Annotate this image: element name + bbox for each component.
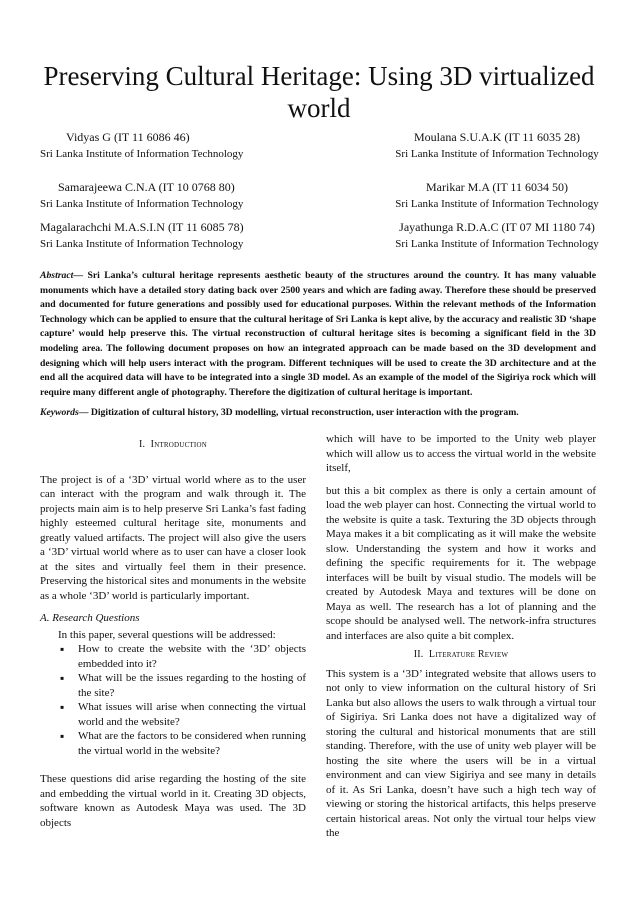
author-block-5 — [40, 220, 280, 251]
author-institution: Sri Lanka Institute of Information Technology — [40, 148, 244, 160]
author-name: Moulana S.U.A.K (IT 11 6035 28) — [414, 130, 580, 144]
section-heading-literature-review — [326, 648, 596, 663]
intro-paragraph-2: These questions did arise regarding the hosting of the site and embedding the virtual world in it. Creating 3D objects, software known as Autodesk Maya was used. The 3D objects — [40, 773, 306, 829]
author-name: Samarajeewa C.N.A (IT 10 0768 80) — [58, 180, 235, 194]
list-item: ▪ How to create the website with the ‘3D’ objects embedded into it? — [64, 642, 306, 671]
literature-paragraph-1: This system is a ‘3D’ integrated website that allows users to not only to view information on the cultural history of Sri Lanka but also allows the users to walk through a virtual tour of Sigiriya. Sri Lanka does not have a digitalized way of storing the cultural and historical monuments that are still standing. Therefore, with the use of unity web player will be hosting the site where the users will be in a virtual environment and can view Sigiriya and see many in details of it. As Sri Lanka, doesn’t have such a high tech way of viewing or storing the historical artifacts, this helps preserve certain historical areas. Not only the virtual tour helps view the — [326, 667, 596, 839]
right-paragraph-1: which will have to be imported to the Unity web player which will allow us to access the virtual world in the website itself, — [326, 433, 596, 474]
author-block-4 — [392, 180, 602, 211]
questions-intro: In this paper, several questions will be addressed: — [58, 628, 276, 641]
keywords-separator: — — [78, 407, 91, 418]
keywords-label: Keywords — [40, 407, 79, 418]
abstract-text: Sri Lanka’s cultural heritage represents aesthetic beauty of the structures around the country. It has many valuable monuments which have a detailed story dating back over 2500 years and which are fading away. Therefore these should be preserved and documented for future generations and possibly used for educational purposes. Within the relevant methods of the Information Technology which can be applied to ensure that the cultural heritage of Sri Lanka is kept alive, by the accuracy and realistic 3D ‘shape capture’ would help preserve this. The virtual reconstruction of cultural heritage sites is becoming a significant field in the 3D modeling area. The following document proposes on how an integrated approach can be made based on the 3D development and designing which will help users interact with the program. Different techniques will be used to create the 3D architecture and at the end all the acquired data will have to be integrated into a single 3D model. As an example of the model of the Sigiriya rock which will require many different angle of photography. Therefore the digitization of cultural heritage is important. — [40, 270, 596, 398]
paper-title: Preserving Cultural Heritage: Using 3D virtualized world — [43, 61, 595, 123]
right-column — [326, 432, 596, 841]
author-name: Magalarachchi M.A.S.I.N (IT 11 6085 78) — [40, 220, 244, 234]
author-block-6 — [392, 220, 602, 251]
right-paragraph-2: but this a bit complex as there is only a certain amount of load the web player can host. Connecting the virtual world to the website is quite a task. Texturing the 3D objects through Maya makes it a bit complicating as it will make the website slow. Understanding the system and how it works and defining the specific requirements for it. The webpage interfaces will be built by visual studio. The models will be created by Autodesk Maya and textures will be done on Maya as well. The research has a lot of planning and the scope should be analysed well. The network-infra structures and interfaces are also quite a bit complex. — [326, 484, 596, 642]
subsection-heading-research-questions: A. Research Questions — [40, 612, 140, 624]
author-institution: Sri Lanka Institute of Information Technology — [40, 238, 244, 250]
author-institution: Sri Lanka Institute of Information Technology — [40, 198, 244, 210]
keywords — [40, 406, 596, 420]
intro-paragraph-1: The project is of a ‘3D’ virtual world where as to the user can interact with the program and walk through it. The projects main aim is to help preserve Sri Lanka’s fast fading highly esteemed cultural heritage site, monuments and greatly valued artifacts. The project will also give the users a ‘3D’ virtual world where as to user can have a closer look at the sites and virtually feel them in their presence. Preserving the historical sites and monuments in the website as a whole ‘3D’ world is particularly important. — [40, 473, 306, 602]
abstract — [40, 269, 596, 400]
keywords-text: Digitization of cultural history, 3D modelling, virtual reconstruction, user interaction with the program. — [90, 407, 519, 418]
left-column — [40, 438, 306, 830]
section-number: I. — [139, 439, 146, 450]
author-institution: Sri Lanka Institute of Information Technology — [395, 198, 599, 210]
author-block-1 — [40, 130, 280, 161]
author-block-2 — [392, 130, 602, 161]
section-title: Literature Review — [428, 649, 509, 660]
section-title: Introduction — [150, 439, 207, 450]
author-name: Marikar M.A (IT 11 6034 50) — [426, 180, 568, 194]
section-number: II. — [413, 649, 424, 660]
list-item: ▪ What issues will arise when connecting the virtual world and the website? — [64, 700, 306, 729]
list-item: ▪ What will be the issues regarding to the hosting of the site? — [64, 671, 306, 700]
author-institution: Sri Lanka Institute of Information Technology — [395, 148, 599, 160]
abstract-separator: — — [73, 270, 88, 281]
abstract-label: Abstract — [40, 270, 74, 281]
author-name: Jayathunga R.D.A.C (IT 07 MI 1180 74) — [399, 220, 595, 234]
section-heading-introduction — [40, 438, 306, 453]
author-block-3 — [40, 180, 280, 211]
list-item: ▪ What are the factors to be considered when running the virtual world in the website? — [64, 729, 306, 758]
author-institution: Sri Lanka Institute of Information Technology — [395, 238, 599, 250]
author-name: Vidyas G (IT 11 6086 46) — [66, 130, 190, 144]
research-questions-list — [40, 642, 306, 758]
